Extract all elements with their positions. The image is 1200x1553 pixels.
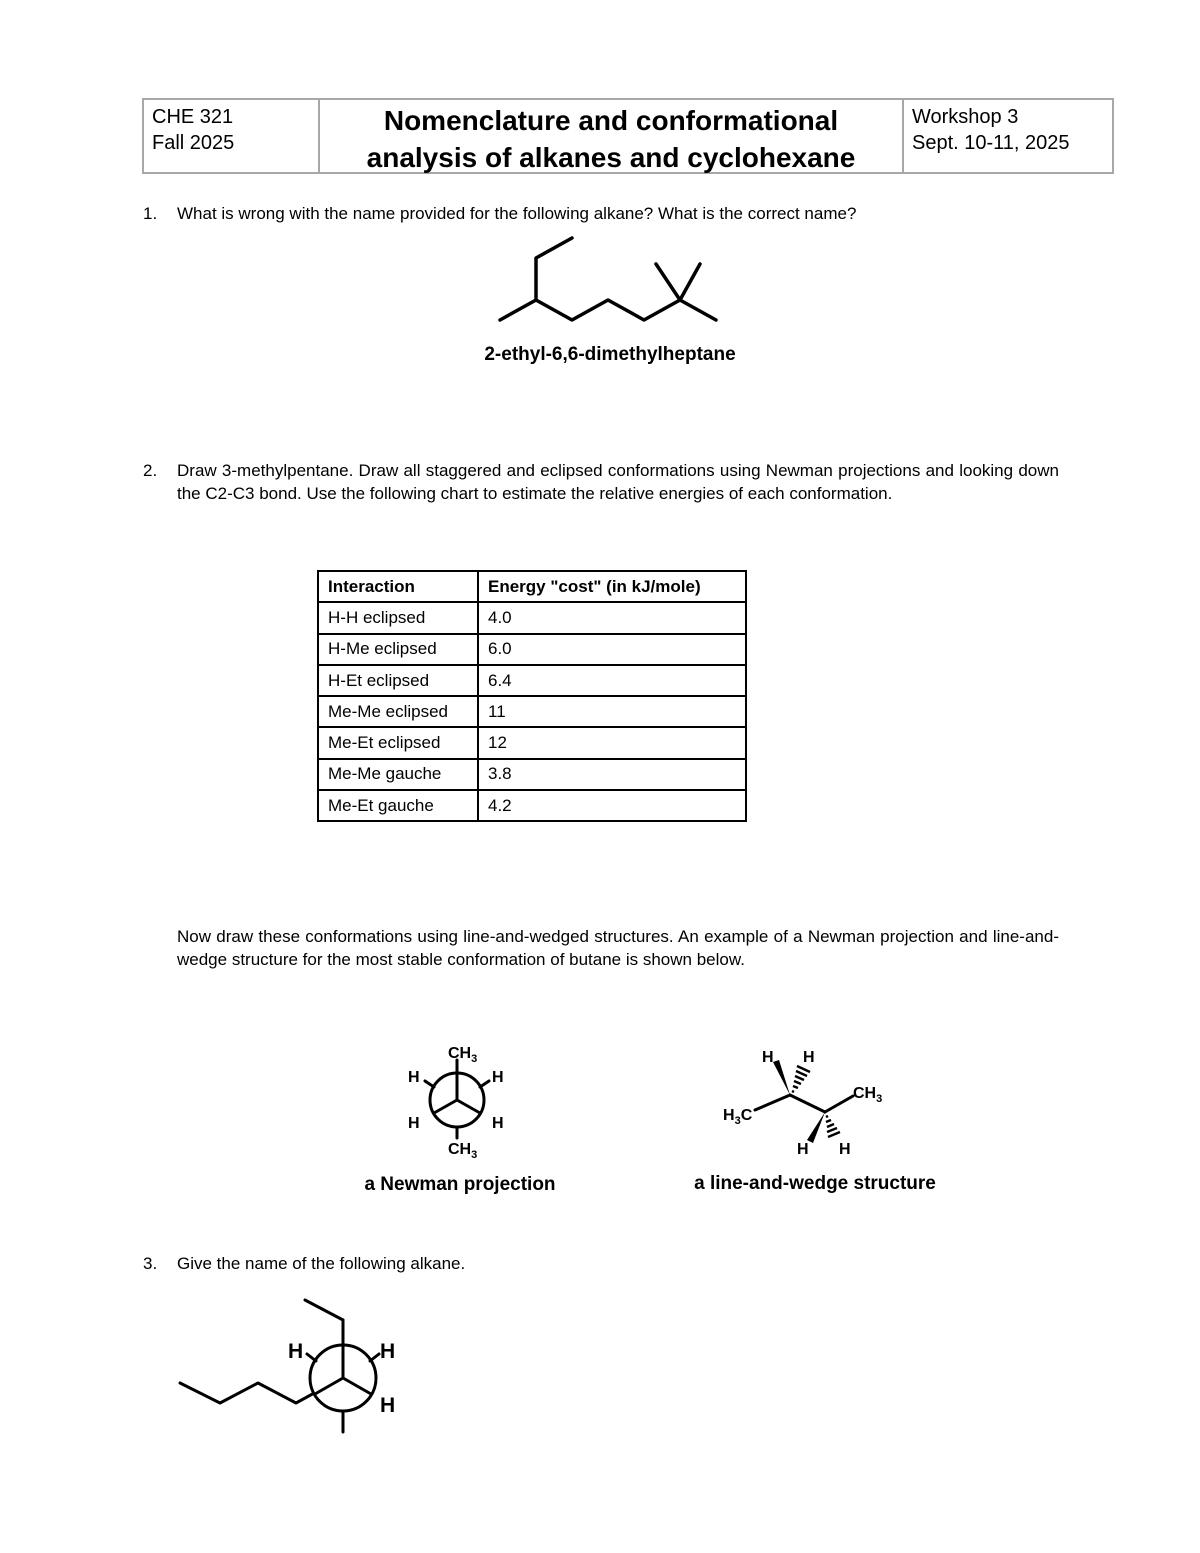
wedge-h-bottom-right: H (839, 1141, 851, 1158)
table-row (318, 790, 746, 821)
table-cell-energy: 4.2 (478, 790, 746, 821)
table-header-interaction: Interaction (318, 571, 478, 602)
newman-h-upper-left: H (408, 1069, 420, 1086)
question-1-number: 1. (143, 204, 158, 223)
wedge-bond-lower-left (807, 1112, 825, 1143)
course-cell (144, 100, 320, 172)
table-header-row (318, 571, 746, 602)
table-cell-interaction: H-Et eclipsed (318, 665, 478, 696)
table-cell-energy: 11 (478, 696, 746, 727)
q3-h-upper-right: H (380, 1340, 396, 1363)
workshop-cell (904, 100, 1112, 172)
question-3 (143, 1252, 743, 1276)
energy-cost-table (317, 570, 747, 822)
title-cell (320, 100, 904, 172)
question-1-text: What is wrong with the name provided for the following alkane? What is the correct name? (177, 204, 857, 223)
page-title-line1: Nomenclature and conformational (383, 105, 839, 136)
hash-bond-lower-right (826, 1116, 840, 1137)
wedge-ch3-label: $CH_3$ (853, 1085, 883, 1105)
question-1 (143, 202, 1063, 226)
table-row (318, 727, 746, 758)
table-row (318, 634, 746, 665)
table-cell-interaction: H-H eclipsed (318, 602, 478, 633)
butane-newman-projection (400, 1038, 530, 1166)
table-row (318, 759, 746, 790)
header-table (142, 98, 1114, 174)
table-cell-energy: 12 (478, 727, 746, 758)
newman-ch3-top: $CH_3$ (448, 1045, 478, 1065)
table-cell-interaction: Me-Me gauche (318, 759, 478, 790)
wedge-bond-upper-left (773, 1060, 790, 1095)
q3-newman-alkane-structure (170, 1290, 430, 1440)
table-row (318, 602, 746, 633)
newman-caption: a Newman projection (364, 1174, 556, 1195)
workshop-number: Workshop 3 (912, 106, 1019, 128)
table-cell-energy: 4.0 (478, 602, 746, 633)
q3-h-upper-left: H (288, 1340, 304, 1363)
wedge-h-top-left: H (762, 1049, 774, 1066)
hash-bond-upper-right (792, 1066, 810, 1092)
q3-h-lower-right: H (380, 1394, 396, 1417)
question-2-number: 2. (143, 461, 158, 480)
table-cell-interaction: Me-Et gauche (318, 790, 478, 821)
course-code: CHE 321 (152, 106, 234, 128)
wedge-h3c-label: $H_3C$ (723, 1107, 753, 1127)
table-cell-interaction: Me-Et eclipsed (318, 727, 478, 758)
table-cell-energy: 6.0 (478, 634, 746, 665)
question-2-text: Draw 3-methylpentane. Draw all staggered and eclipsed conformations using Newman projections and looking down the C2-C3 bond. Use the following chart to estimate the relative energies of each conformation. (177, 461, 1059, 503)
newman-h-lower-left: H (408, 1115, 420, 1132)
table-cell-energy: 6.4 (478, 665, 746, 696)
question-2-followup: Now draw these conformations using line-and-wedged structures. An example of a Newman projection and line-and-wedge structure for the most stable conformation of butane is shown below. (177, 927, 1059, 969)
table-cell-interaction: Me-Me eclipsed (318, 696, 478, 727)
question-2 (143, 459, 1059, 531)
q1-skeletal-structure (480, 230, 740, 330)
table-cell-interaction: H-Me eclipsed (318, 634, 478, 665)
course-term: Fall 2025 (152, 132, 235, 154)
page-title-line2: analysis of alkanes and cyclohexane (366, 142, 856, 173)
workshop-dates: Sept. 10-11, 2025 (912, 132, 1070, 154)
wedge-caption: a line-and-wedge structure (694, 1173, 936, 1194)
question-3-text: Give the name of the following alkane. (177, 1254, 466, 1273)
newman-h-lower-right: H (492, 1115, 504, 1132)
table-row (318, 696, 746, 727)
butane-line-wedge-structure (715, 1040, 905, 1160)
table-row (318, 665, 746, 696)
question-3-number: 3. (143, 1254, 158, 1273)
newman-ch3-bottom: $CH_3$ (448, 1141, 478, 1161)
wedge-h-top-right: H (803, 1049, 815, 1066)
table-header-energy: Energy "cost" (in kJ/mole) (478, 571, 746, 602)
newman-h-upper-right: H (492, 1069, 504, 1086)
q1-structure-label: 2-ethyl-6,6-dimethylheptane (484, 344, 736, 365)
table-cell-energy: 3.8 (478, 759, 746, 790)
wedge-h-bottom-left: H (797, 1141, 809, 1158)
